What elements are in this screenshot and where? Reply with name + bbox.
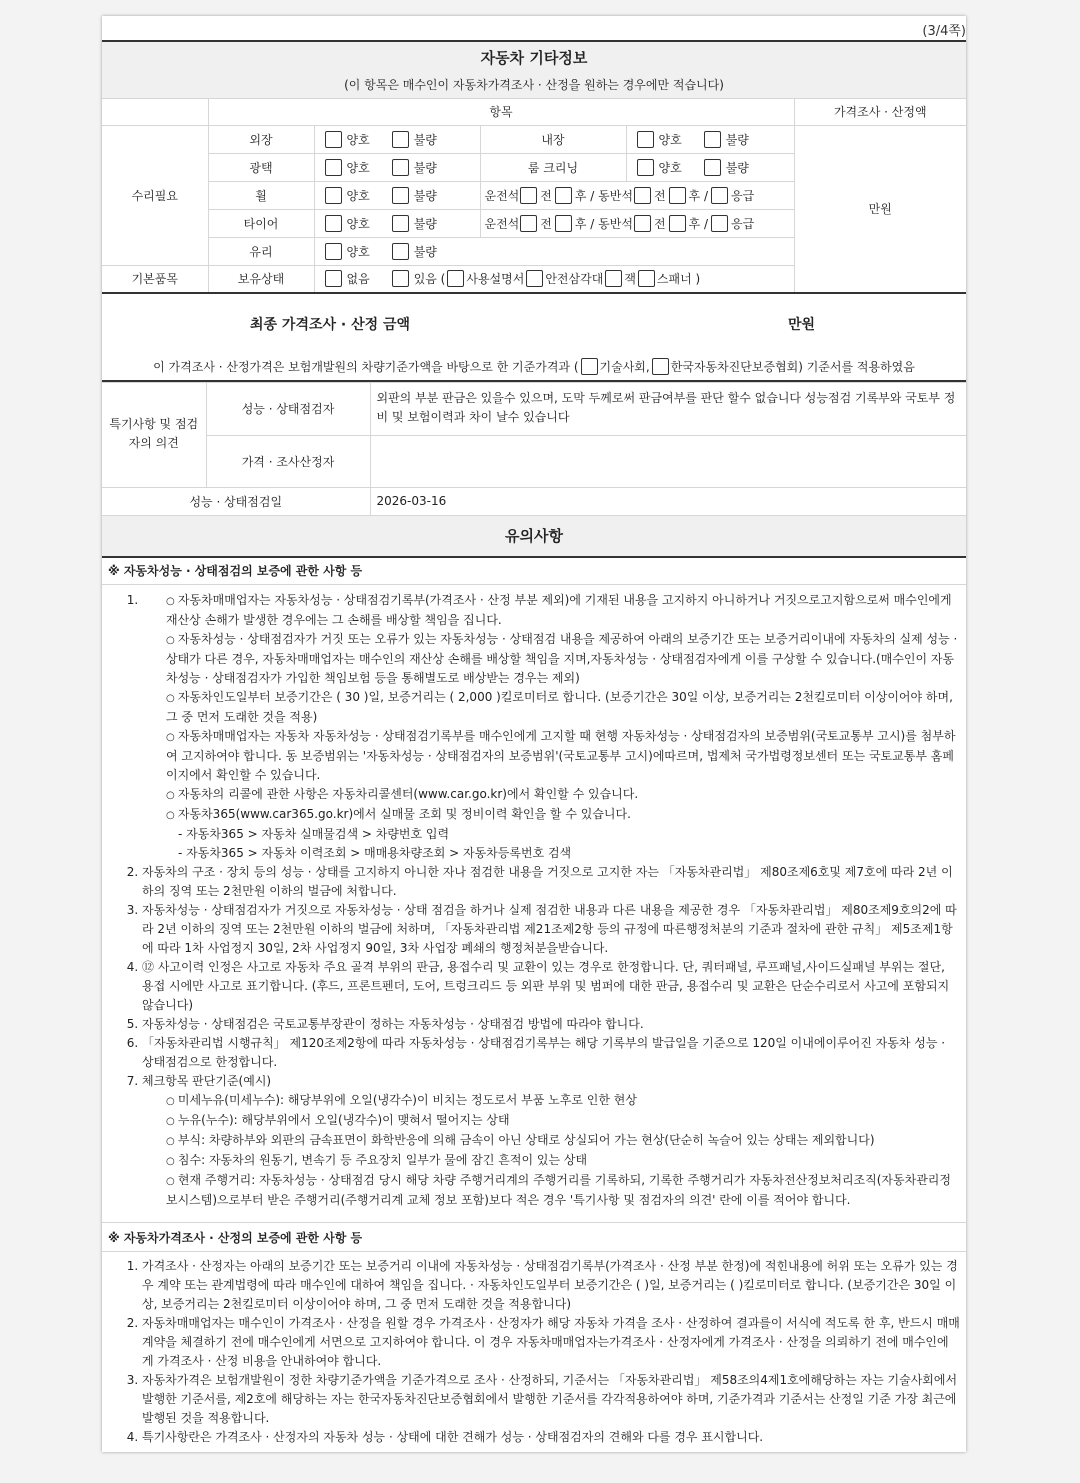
sub-item: - 자동차365 > 자동차 실매물검색 > 차량번호 입력 xyxy=(178,827,450,841)
good-label: 양호 xyxy=(346,216,370,231)
bad-label: 불량 xyxy=(413,244,437,259)
checkbox-wheel-pass-rear[interactable] xyxy=(669,187,686,204)
checkbox-glass-good[interactable] xyxy=(325,243,342,260)
good-label: 양호 xyxy=(346,132,370,147)
glass-label: 유리 xyxy=(208,237,314,265)
retention-label: 보유상태 xyxy=(208,265,314,293)
notes2-heading: ※ 자동차가격조사 · 산정의 보증에 관한 사항 등 xyxy=(102,1222,966,1252)
list-item: ○ 현재 주행거리: 자동차성능 · 상태점검 당시 해당 차량 주행거리계의 주행거리를 기록하되, 기록한 주행거리가 자동차전산정보처리조직(자동차관리정보시스템)으로부터 받은 주행거리(주행거리계 교체 정보 포함)보다 적은 경우 '특기사항 및 점검자의 의견' 란에 이를 적어야 합니다. xyxy=(166,1171,960,1210)
list-item: ○ 자동차인도일부터 보증기간은 ( 30 )일, 보증거리는 ( 2,000 )킬로미터로 합니다. (보증기간은 30일 이상, 보증거리는 2천킬로미터 이상이어야 하며, 그 중 먼저 도래한 것을 적용) xyxy=(166,688,960,727)
checkbox-exists[interactable] xyxy=(392,270,409,287)
none-label: 없음 xyxy=(346,272,370,287)
list-item: 6. 「자동차관리법 시행규칙」 제120조제2항에 따라 자동차성능 · 상태점검기록부는 해당 기록부의 발급일을 기준으로 120일 이내에이루어진 자동차 성능 · 상태점검으로 한정합니다. xyxy=(142,1034,960,1072)
bad-label: 불량 xyxy=(413,132,437,147)
list-item: 3. 자동차성능 · 상태점검자가 거짓으로 자동차성능 · 상태 점검을 하거나 실제 점검한 내용과 다른 내용을 제공한 경우 「자동차관리법」 제80조제9호의2에 따라 2년 이하의 징역 또는 2천만원 이하의 벌금에 처하며, 「자동차관리법 제21조제2항 등의 규정에 따른행정처분의 기준과 절차에 관한 규칙」 제5조제1항에 따라 1차 사업정지 30일, 2차 사업정지 90일, 3차 사업장 폐쇄의 행정처분을받습니다. xyxy=(142,901,960,958)
rear-label: 후 / xyxy=(574,216,595,231)
checkbox-spanner[interactable] xyxy=(638,270,655,287)
criteria-bullets xyxy=(142,1091,960,1210)
checkbox-triangle[interactable] xyxy=(526,270,543,287)
list-item: ○ 침수: 자동차의 원동기, 변속기 등 주요장치 일부가 물에 잠긴 흔적이 있는 상태 xyxy=(166,1151,960,1171)
checkbox-tire-bad[interactable] xyxy=(392,215,409,232)
exterior-label: 외장 xyxy=(208,125,314,153)
driver-seat-label: 운전석 xyxy=(484,216,520,231)
good-label: 양호 xyxy=(658,160,682,175)
bad-label: 불량 xyxy=(413,216,437,231)
checkbox-wheel-emergency[interactable] xyxy=(711,187,728,204)
checkbox-manual[interactable] xyxy=(447,270,464,287)
checkbox-wheel-driver-front[interactable] xyxy=(520,187,537,204)
checkbox-wheel-good[interactable] xyxy=(325,187,342,204)
col-price-header: 가격조사 · 산정액 xyxy=(794,98,966,125)
section-subtitle: (이 항목은 매수인이 자동차가격조사 · 산정을 원하는 경우에만 적습니다) xyxy=(344,77,724,92)
assoc-label: 한국자동차진단보증협회) 기준서를 적용하였음 xyxy=(670,360,915,374)
wheel-label: 휠 xyxy=(208,181,314,209)
checkbox-assoc[interactable] xyxy=(652,358,669,375)
checkbox-none[interactable] xyxy=(325,270,342,287)
inspector-label: 성능 · 상태점검자 xyxy=(206,381,370,435)
notes-section xyxy=(102,560,966,1447)
notes-title: 유의사항 xyxy=(102,515,966,557)
emergency-label: 응급 xyxy=(730,188,755,203)
final-price-unit: 만원 xyxy=(788,317,816,333)
final-price-label: 최종 가격조사 · 산정 금액 xyxy=(250,317,411,333)
front-label: 전 xyxy=(540,216,552,231)
col-item-header: 항목 xyxy=(208,98,794,125)
spanner-label: 스패너 ) xyxy=(656,272,701,287)
inspect-date-label: 성능 · 상태점검일 xyxy=(102,487,370,515)
sub-item: - 자동차365 > 자동차 이력조회 > 매매용차량조회 > 자동차등록번호 검색 xyxy=(178,846,572,860)
list-item: 4. ⑫ 사고이력 인정은 사고로 자동차 주요 골격 부위의 판금, 용접수리 및 교환이 있는 경우로 한정합니다. 단, 쿼터패널, 루프패널,사이드실패널 부위는 절단, 용접 시에만 사고로 표기합니다. (후드, 프론트펜더, 도어, 트렁크리드 등 외판 부위 및 범퍼에 대한 판금, 용접수리 및 교환은 단순수리로서 사고에 포함되지않습니다) xyxy=(142,958,960,1015)
front-label: 전 xyxy=(653,188,666,203)
notes1-bullets xyxy=(142,591,960,825)
rear-label: 후 / xyxy=(688,188,708,203)
list-item xyxy=(142,591,960,863)
exists-label: 있음 ( xyxy=(413,272,446,287)
list-item: 1. 가격조사 · 산정자는 아래의 보증기간 또는 보증거리 이내에 자동차성능 · 상태점검기록부(가격조사 · 산정 부분 한정)에 적힌내용에 허위 또는 오류가 있는 경우 계약 또는 관계법령에 따라 매수인에 대하여 책임을 집니다. · 자동차인도일부터 보증기간은 ( )일, 보증거리는 ( )킬로미터로 합니다. (보증기간은 30일 이상, 보증거리는 2천킬로미터 이상이어야 하며, 그 중 먼저 도래한 것을 적용합니다) xyxy=(142,1257,960,1314)
bad-label: 불량 xyxy=(725,132,749,147)
checkbox-wheel-bad[interactable] xyxy=(392,187,409,204)
list-item: 3. 자동차가격은 보험개발원이 정한 차량기준가액을 기준가격으로 조사 · 산정하되, 기준서는 「자동차관리법」 제58조의4제1호에해당하는 자는 기술사회에서 발행한 기준서를, 제2호에 해당하는 자는 한국자동차진단보증협회에서 발행한 기준서를 각각적용하여야 하며, 기준가격과 기준서는 산정일 기준 가장 최근에 발행된 것을 적용합니다. xyxy=(142,1371,960,1428)
list-item: 2. 자동차의 구조 · 장치 등의 성능 · 상태를 고지하지 아니한 자나 점검한 내용을 거짓으로 고지한 자는 「자동차관리법」 제80조제6호및 제7호에 따라 2년 이하의 징역 또는 2천만원 이하의 벌금에 처합니다. xyxy=(142,863,960,901)
checkbox-tire-pass-rear[interactable] xyxy=(669,215,686,232)
list-item: ○ 부식: 차량하부와 외판의 금속표면이 화학반응에 의해 금속이 아닌 상태로 상실되어 가는 현상(단순히 녹슬어 있는 상태는 제외합니다) xyxy=(166,1131,960,1151)
list-item xyxy=(142,1072,960,1210)
opinion-table xyxy=(102,380,966,558)
list-item: ○ 자동차성능 · 상태점검자가 거짓 또는 오류가 있는 자동차성능 · 상태점검 내용을 제공하여 아래의 보증기간 또는 보증거리이내에 자동차의 실제 성능 · 상태가 다른 경우, 자동차매매업자는 매수인의 재산상 손해를 배상할 책임을 지며,자동차성능 · 상태점검자에게 이를 구상할 수 있습니다.(매수인이 자동차성능 · 상태점검자가 가입한 책임보험 등을 통해별도로 배상받는 경우는 제외) xyxy=(166,630,960,688)
appraiser-opinion xyxy=(370,435,966,487)
checkbox-exterior-good[interactable] xyxy=(325,131,342,148)
list-item: ○ 누유(누수): 해당부위에서 오일(냉각수)이 맺혀서 떨어지는 상태 xyxy=(166,1111,960,1131)
vehicle-info-table xyxy=(102,40,966,383)
list-item: ○ 자동차의 리콜에 관한 사항은 자동차리콜센터(www.car.go.kr)에서 확인할 수 있습니다. xyxy=(166,785,960,805)
basis-text: 이 가격조사 · 산정가격은 보험개발원의 차량기준가액을 바탕으로 한 기준가격과 ( xyxy=(153,360,579,374)
checkbox-tire-good[interactable] xyxy=(325,215,342,232)
notes1-heading: ※ 자동차성능 · 상태점검의 보증에 관한 사항 등 xyxy=(102,560,966,585)
list-item: ○ 자동차매매업자는 자동차 자동차성능 · 상태점검기록부를 매수인에게 고지할 때 현행 자동차성능 · 상태점검자의 보증범위(국토교통부 고시)를 첨부하여 고지하여야 합니다. 동 보증범위는 '자동차성능 · 상태점검자의 보증범위'(국토교통부 고시)에따르며, 법제처 국가법령정보센터 또는 국토교통부 홈페이지에서 확인할 수 있습니다. xyxy=(166,727,960,785)
tire-label: 타이어 xyxy=(208,209,314,237)
checkbox-room-bad[interactable] xyxy=(704,159,721,176)
rear-label: 후 / xyxy=(688,216,708,231)
manual-label: 사용설명서 xyxy=(466,272,525,287)
gloss-label: 광택 xyxy=(208,153,314,181)
good-label: 양호 xyxy=(346,188,370,203)
repair-needed-label: 수리필요 xyxy=(102,125,208,265)
checkbox-tire-pass-front[interactable] xyxy=(634,215,651,232)
list-item: 4. 특기사항란은 가격조사 · 산정자의 자동차 성능 · 상태에 대한 견해가 성능 · 상태점검자의 견해와 다를 경우 표시합니다. xyxy=(142,1428,960,1447)
inspector-opinion: 외판의 부분 판금은 있을수 있으며, 도막 두께로써 판금여부를 판단 할수 없습니다 성능점검 기록부와 국토부 정비 및 보험이력과 차이 날수 있습니다 xyxy=(370,381,966,435)
good-label: 양호 xyxy=(658,132,682,147)
checkbox-tire-driver-front[interactable] xyxy=(520,215,537,232)
checkbox-interior-bad[interactable] xyxy=(704,131,721,148)
room-clean-label: 룸 크리닝 xyxy=(480,153,626,181)
front-label: 전 xyxy=(540,188,552,203)
checkbox-wheel-driver-rear[interactable] xyxy=(555,187,572,204)
checkbox-exterior-bad[interactable] xyxy=(392,131,409,148)
section-title: 자동차 기타정보 xyxy=(480,48,588,67)
document-page xyxy=(102,16,966,1452)
interior-label: 내장 xyxy=(480,125,626,153)
checkbox-tire-driver-rear[interactable] xyxy=(555,215,572,232)
checkbox-tire-emergency[interactable] xyxy=(711,215,728,232)
notes2-list xyxy=(102,1257,966,1447)
good-label: 양호 xyxy=(346,244,370,259)
list-item: 2. 자동차매매업자는 매수인이 가격조사 · 산정을 원할 경우 가격조사 · 산정자가 해당 자동차 가격을 조사 · 산정하여 결과를이 서식에 적도록 한 후, 반드시 매매계약을 체결하기 전에 매수인에게 서면으로 고지하여야 합니다. 이 경우 자동차매매업자는가격조사 · 산정자에게 가격조사 · 산정을 의뢰하기 전에 매수인에게 가격조사 · 산정 비용을 안내하여야 합니다. xyxy=(142,1314,960,1371)
triangle-label: 안전삼각대 xyxy=(545,272,604,287)
checkbox-jack[interactable] xyxy=(605,270,622,287)
basic-items-label: 기본품목 xyxy=(102,265,208,293)
list-item: ○ 1. 자동차매매업자는 자동차성능 · 상태점검기록부(가격조사 · 산정 부분 제외)에 기재된 내용을 고지하지 아니하거나 거짓으로고지함으로써 매수인에게 재산상 손해가 발생한 경우에는 그 손해를 배상할 책임을 집니다. xyxy=(166,591,960,630)
good-label: 양호 xyxy=(346,160,370,175)
inspect-date: 2026-03-16 xyxy=(370,487,966,515)
checkbox-gloss-good[interactable] xyxy=(325,159,342,176)
check-criteria-title: 체크항목 판단기준(예시) xyxy=(142,1074,272,1088)
page-number: (3/4쪽) xyxy=(922,24,966,39)
passenger-seat-label: 동반석 xyxy=(598,188,633,203)
price-manwon: 만원 xyxy=(794,125,966,293)
tech-society-label: 기술사회, xyxy=(599,360,650,374)
bad-label: 불량 xyxy=(413,160,437,175)
list-item: ○ 미세누유(미세누수): 해당부위에 오일(냉각수)이 비치는 정도로서 부품 노후로 인한 현상 xyxy=(166,1091,960,1111)
list-item: ○ 자동차365(www.car365.go.kr)에서 실매물 조회 및 정비이력 확인을 할 수 있습니다. xyxy=(166,805,960,825)
notes1-list xyxy=(102,591,966,1210)
opinion-label: 특기사항 및 점검자의 의견 xyxy=(102,381,206,487)
checkbox-interior-good[interactable] xyxy=(637,131,654,148)
checkbox-gloss-bad[interactable] xyxy=(392,159,409,176)
checkbox-wheel-pass-front[interactable] xyxy=(634,187,651,204)
list-item: 5. 자동차성능 · 상태점검은 국토교통부장관이 정하는 자동차성능 · 상태점검 방법에 따라야 합니다. xyxy=(142,1015,960,1034)
front-label: 전 xyxy=(653,216,666,231)
appraiser-label: 가격 · 조사산정자 xyxy=(206,435,370,487)
driver-seat-label: 운전석 xyxy=(484,188,520,203)
rear-label: 후 / xyxy=(574,188,595,203)
bad-label: 불량 xyxy=(725,160,749,175)
emergency-label: 응급 xyxy=(730,216,755,231)
bad-label: 불량 xyxy=(413,188,437,203)
checkbox-tech-society[interactable] xyxy=(581,358,598,375)
passenger-seat-label: 동반석 xyxy=(598,216,633,231)
jack-label: 잭 xyxy=(624,272,636,287)
checkbox-room-good[interactable] xyxy=(637,159,654,176)
checkbox-glass-bad[interactable] xyxy=(392,243,409,260)
